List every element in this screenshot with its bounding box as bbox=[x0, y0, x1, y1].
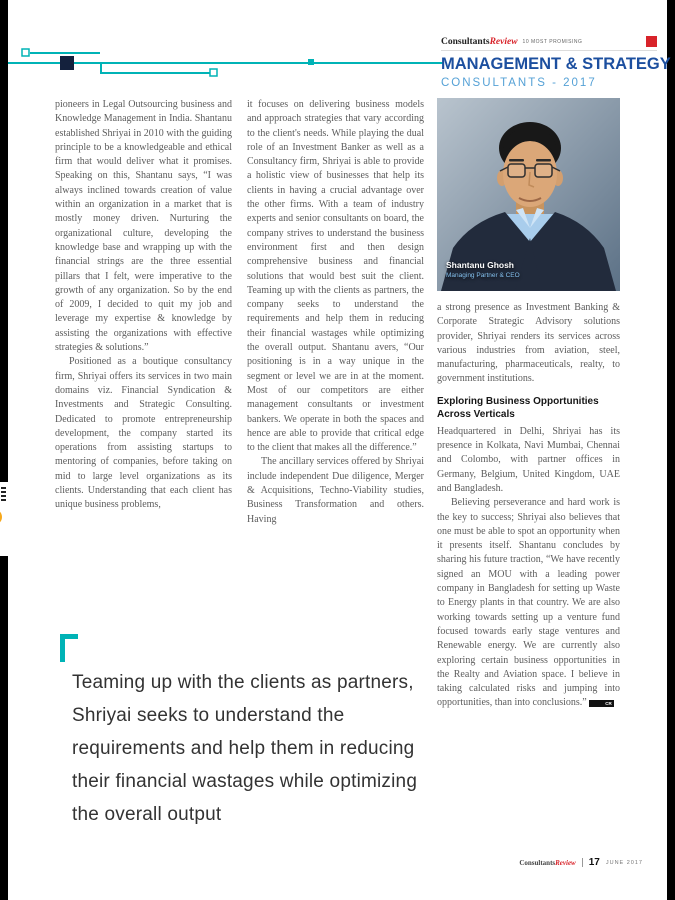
end-of-article-mark: CR bbox=[589, 700, 614, 707]
paragraph: Positioned as a boutique consultancy firm, Shriyai offers its services in two main domains viz. Financial Syndication & Investments and Strategic Consulting. Dedicated to promote entrepreneurship development, the company started its operations from assisting startups to mentoring of companies, before taking on mid to large level organizations as its clients. Understanding that each client has unique business problems, bbox=[55, 356, 232, 511]
paragraph: pioneers in Legal Outsourcing business and Knowledge Management in India. Shantanu established Shriyai in 2010 with the guiding principle to be a knowledgeable and ethical firm that would deliver what it promises. Speaking on this, Shantanu says, “I was always inclined towards creation of value within an organization in a market that is mostly money driven. Nurturing the organizational culture, developing the knowledge base and wrapping up with the financial strings are the three essential pillars that I felt, were imperative to the growth of any organization. So by the end of 2009, I decided to quit my job and leverage my expertise & knowledge by assisting the organizations with effective strategies & solutions.” bbox=[55, 99, 232, 354]
column-1 bbox=[55, 98, 232, 711]
paragraph bbox=[437, 496, 620, 710]
paragraph: Headquartered in Delhi, Shriyai has its presence in Kolkata, Navi Mumbai, Chennai and Colombo, with partner offices in Germany, Belgium, United Kingdom, UAE and Bangladesh. bbox=[437, 425, 620, 494]
footer-logo-part-1: Consultants bbox=[519, 858, 556, 867]
section-heading: Exploring Business Opportunities Across Verticals bbox=[437, 395, 599, 420]
article-body bbox=[55, 98, 620, 711]
paragraph: a strong presence as Investment Banking & Corporate Strategic Advisory solutions provider, Shriyai renders its services across various industries from aviation, steel, manufacturing, pharmaceuticals, realty, to government institutions. bbox=[437, 302, 620, 385]
circuit-decoration bbox=[8, 48, 458, 82]
column-3 bbox=[437, 98, 620, 711]
column-2 bbox=[247, 98, 424, 711]
left-edge-artifact bbox=[0, 482, 8, 556]
red-square-decoration bbox=[646, 36, 657, 47]
edge-text-fragment bbox=[1, 487, 6, 503]
footer-logo-part-2: Review bbox=[555, 858, 576, 867]
paragraph: it focuses on delivering business models and approach strategies that vary according to the client's needs. While playing the dual role of an Investment Banker as well as a Consultancy firm, Shriyai is able to provide a holistic view of businesses that help its clients in having a crucial advantage over the other firms. With a team of industry experts and senior consultants on board, the company strives to understand the business environment first and then design comprehensive business and financial solutions that would best suit the client. Teaming up with the clients as partners, the company seeks to understand the requirements and help them in reducing their financial wastages while optimizing the overall output. Shantanu avers, “Our positioning is in a way unique in the segment or level we are in at the moment. Most of our competitors are either management consultants or investment bankers. We operate in both the spaces and hence are able to provide that critical edge to the client that makes all the difference.” bbox=[247, 99, 424, 454]
yellow-ring-decoration bbox=[0, 509, 2, 525]
paragraph-text: Believing perseverance and hard work is the key to success; Shriyai also believes that one must be able to spot an opportunity when it presents itself. Shantanu concludes by sharing his future traction, “We have recently signed an MOU with a leading power company in Bangladesh for setting up Waste to Energy plants in that country. We are also working towards setting up a venture fund focused towards early stage ventures and Renewable energy. We are currently also exploring certain business opportunities in the Realty and Aviation space. I believe in taking calculated risks and jumping into opportunities, than into conclusions.” bbox=[437, 497, 620, 709]
portrait-photo bbox=[437, 98, 620, 291]
magazine-logo-row bbox=[441, 36, 657, 51]
footer-logo bbox=[519, 859, 575, 867]
footer-divider bbox=[582, 858, 583, 867]
logo-part-2: Review bbox=[489, 36, 518, 47]
photo-caption-name: Shantanu Ghosh bbox=[446, 260, 514, 270]
page-footer bbox=[519, 857, 643, 868]
page-number: 17 bbox=[588, 857, 600, 868]
feature-title: MANAGEMENT & STRATEGY bbox=[441, 55, 671, 73]
issue-header bbox=[441, 36, 671, 89]
magazine-logo bbox=[441, 37, 518, 47]
issue-date: JUNE 2017 bbox=[605, 859, 643, 866]
pull-quote bbox=[60, 630, 450, 831]
feature-subtitle: CONSULTANTS - 2017 bbox=[441, 77, 597, 89]
paragraph: The ancillary services offered by Shriyai include independent Due diligence, Merger & Acquisitions, Techno-Viability studies, Business Transformation and others. Having bbox=[247, 456, 424, 525]
magazine-page bbox=[8, 0, 671, 900]
photo-caption-role: Managing Partner & CEO bbox=[446, 272, 520, 279]
photo-caption bbox=[446, 260, 520, 279]
quote-bracket-decoration bbox=[60, 634, 78, 662]
pull-quote-text: Teaming up with the clients as partners, Shriyai seeks to understand the requirements and help them in reducing their financial wastages while optimizing the overall output bbox=[72, 672, 418, 825]
logo-tagline: 10 MOST PROMISING bbox=[522, 38, 583, 45]
logo-part-1: Consultants bbox=[441, 36, 490, 47]
